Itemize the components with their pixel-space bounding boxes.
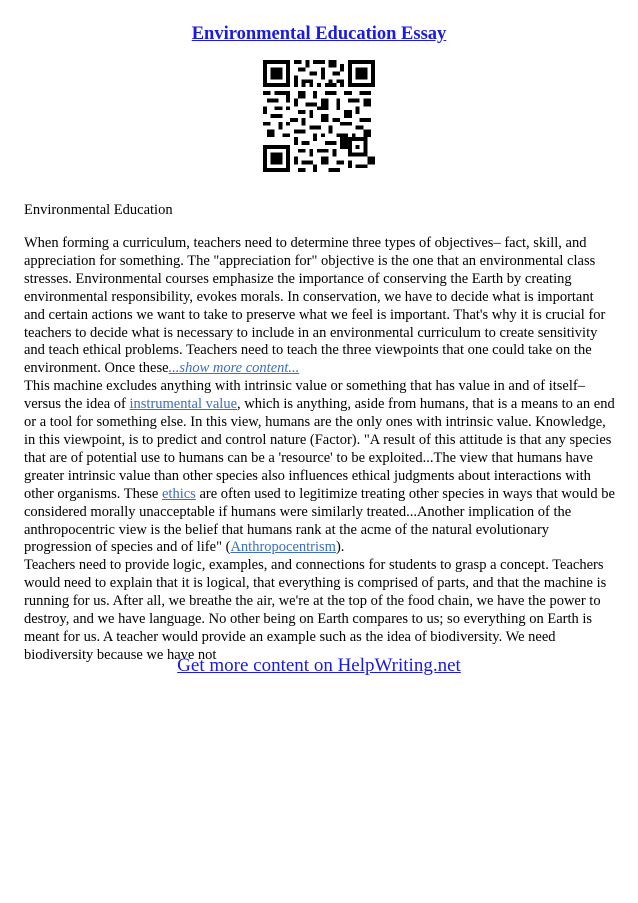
paragraph-2: [24, 378, 616, 557]
cta-container: [0, 655, 638, 677]
essay-title-link[interactable]: Environmental Education Essay: [191, 24, 447, 44]
instrumental-value-link[interactable]: instrumental value: [129, 396, 238, 413]
anthropocentrism-link[interactable]: Anthropocentrism: [230, 539, 336, 556]
paragraph-2-text-b: , which is anything, aside from humans, that is a means to an end or a tool for something else. In this view, humans are the only ones with intrinsic value. Knowledge, in this viewpoint, is to predict and control nature (Factor). "A result of this attitude is that any species that are of potential use to humans can be a 'resource' to be exploited...The view that humans have greater intrinsic value than other species also influences ethical judgments about interactions with other organisms. These: [24, 396, 615, 502]
ethics-link[interactable]: ethics: [162, 485, 196, 502]
essay-title: [0, 24, 638, 45]
paragraph-3: Teachers need to provide logic, examples, and connections for students to grasp a concept. Teachers would need to explain that it is logical, that everything is comprised of parts, and that the machine is running for us. After all, we breathe the air, we're at the top of the food chain, we have the power to destroy, and we have language. No other being on Earth compares to us; so everything on Earth is meant for us. A teacher would provide an example such as the idea of biodiversity. We need biodiversity because we have not: [24, 557, 607, 663]
qr-code-icon: [263, 60, 375, 172]
essay-heading: Environmental Education: [24, 202, 173, 218]
get-more-content-link[interactable]: Get more content on HelpWriting.net: [177, 655, 461, 676]
show-more-link[interactable]: ...show more content...: [168, 360, 300, 377]
paragraph-2-text-d: ).: [335, 539, 345, 556]
paragraph-1-text: When forming a curriculum, teachers need to determine three types of objectives– fact, skill, and appreciation for something. The "appreciation for" objective is the one that an environmental class stresses. Environmental courses emphasize the importance of conserving the Earth by creating environmental responsibility, evokes morals. In conservation, we have to decide what is important and certain actions we want to take to preserve what we feel is important. That's why it is crucial for teachers to decide what is necessary to include in an environmental curriculum to create sensitivity and teach ethical problems. Teachers need to teach the three viewpoints that one could take on the environment. Once these: [24, 235, 606, 377]
paragraph-1: [24, 235, 616, 378]
essay-body: [24, 235, 616, 665]
paragraph-2-text-c: are often used to legitimize treating other species in ways that would be considered morally unacceptable if humans were similarly treated...Another implication of the anthropocentric view is the belief that humans rank at the acme of the natural evolutionary progression of species and of life" (: [24, 485, 615, 556]
paragraph-2-text-a: This machine excludes anything with intrinsic value or something that has value in and of itself–versus the idea of: [24, 378, 585, 413]
